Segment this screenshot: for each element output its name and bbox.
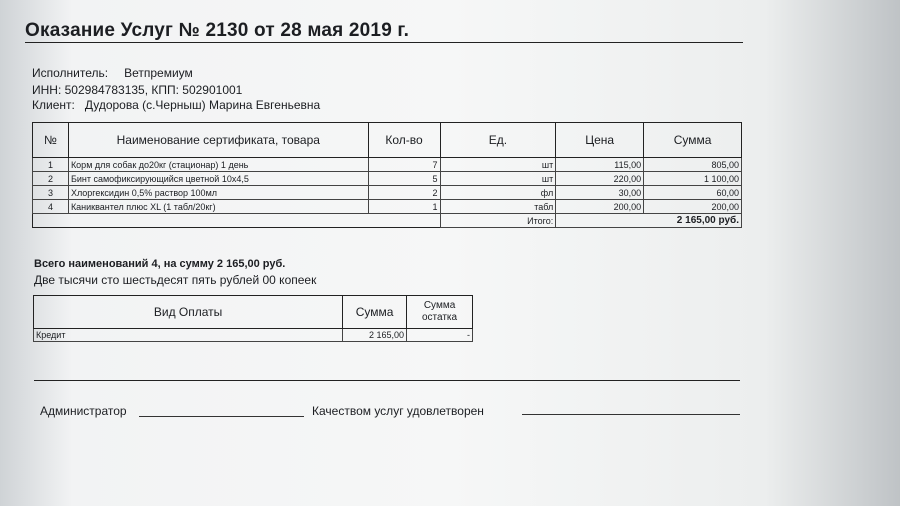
row-unit: табл (440, 200, 556, 214)
payment-header-remain-line2: остатка (421, 312, 458, 323)
row-qty: 7 (368, 158, 440, 172)
row-name: Каниквантел плюс XL (1 табл/20кг) (68, 200, 368, 214)
total-label: Итого: (440, 214, 556, 228)
header-qty: Кол-во (368, 123, 440, 158)
quality-signature-label: Качеством услуг удовлетворен (312, 404, 484, 418)
total-spacer (33, 214, 441, 228)
row-unit: шт (440, 158, 556, 172)
row-num: 2 (33, 172, 69, 186)
payment-header-sum: Сумма (343, 296, 407, 329)
client-line (32, 98, 320, 112)
header-price: Цена (556, 123, 644, 158)
row-qty: 1 (368, 200, 440, 214)
header-num: № (33, 123, 69, 158)
client-value: Дудорова (с.Черныш) Марина Евгеньевна (84, 98, 321, 112)
row-name: Бинт самофиксирующийся цветной 10х4,5 (68, 172, 368, 186)
row-price: 200,00 (556, 200, 644, 214)
header-name: Наименование сертификата, товара (68, 123, 368, 158)
payment-remain: - (407, 329, 473, 342)
table-row (33, 200, 742, 214)
header-sum: Сумма (644, 123, 742, 158)
payment-sum: 2 165,00 (343, 329, 407, 342)
row-sum: 1 100,00 (644, 172, 742, 186)
signature-separator (34, 380, 740, 381)
row-unit: фл (440, 186, 556, 200)
executor-label: Исполнитель: (32, 66, 109, 80)
payment-table (33, 295, 473, 342)
table-row (33, 158, 742, 172)
row-price: 220,00 (556, 172, 644, 186)
payment-header-row (34, 296, 473, 329)
total-row (33, 214, 742, 228)
header-unit: Ед. (440, 123, 556, 158)
inn-kpp-line: ИНН: 502984783135, КПП: 502901001 (32, 83, 243, 97)
total-value: 2 165,00 руб. (556, 214, 742, 228)
row-num: 1 (33, 158, 69, 172)
table-row (34, 329, 473, 342)
payment-type: Кредит (34, 329, 343, 342)
title-underline (25, 42, 743, 43)
row-num: 3 (33, 186, 69, 200)
row-price: 115,00 (556, 158, 644, 172)
items-table (32, 122, 742, 228)
payment-header-remain (407, 296, 473, 329)
row-qty: 2 (368, 186, 440, 200)
payment-header-remain-line1: Сумма (423, 300, 456, 311)
row-price: 30,00 (556, 186, 644, 200)
admin-signature-label: Администратор (40, 404, 127, 418)
row-name: Корм для собак до20кг (стационар) 1 день (68, 158, 368, 172)
row-sum: 60,00 (644, 186, 742, 200)
quality-signature-line (522, 414, 740, 415)
summary-count-line: Всего наименований 4, на сумму 2 165,00 руб. (34, 258, 286, 270)
document-title: Оказание Услуг № 2130 от 28 мая 2019 г. (25, 20, 410, 41)
row-num: 4 (33, 200, 69, 214)
table-row (33, 186, 742, 200)
table-row (33, 172, 742, 186)
row-sum: 200,00 (644, 200, 742, 214)
summary-words-line: Две тысячи сто шестьдесят пять рублей 00 копеек (34, 273, 317, 287)
items-header-row (33, 123, 742, 158)
payment-header-type: Вид Оплаты (34, 296, 343, 329)
row-qty: 5 (368, 172, 440, 186)
executor-value: Ветпремиум (124, 66, 193, 80)
client-label: Клиент: (32, 98, 75, 112)
row-unit: шт (440, 172, 556, 186)
row-sum: 805,00 (644, 158, 742, 172)
admin-signature-line (139, 416, 304, 417)
row-name: Хлоргексидин 0,5% раствор 100мл (68, 186, 368, 200)
executor-line (32, 66, 193, 80)
